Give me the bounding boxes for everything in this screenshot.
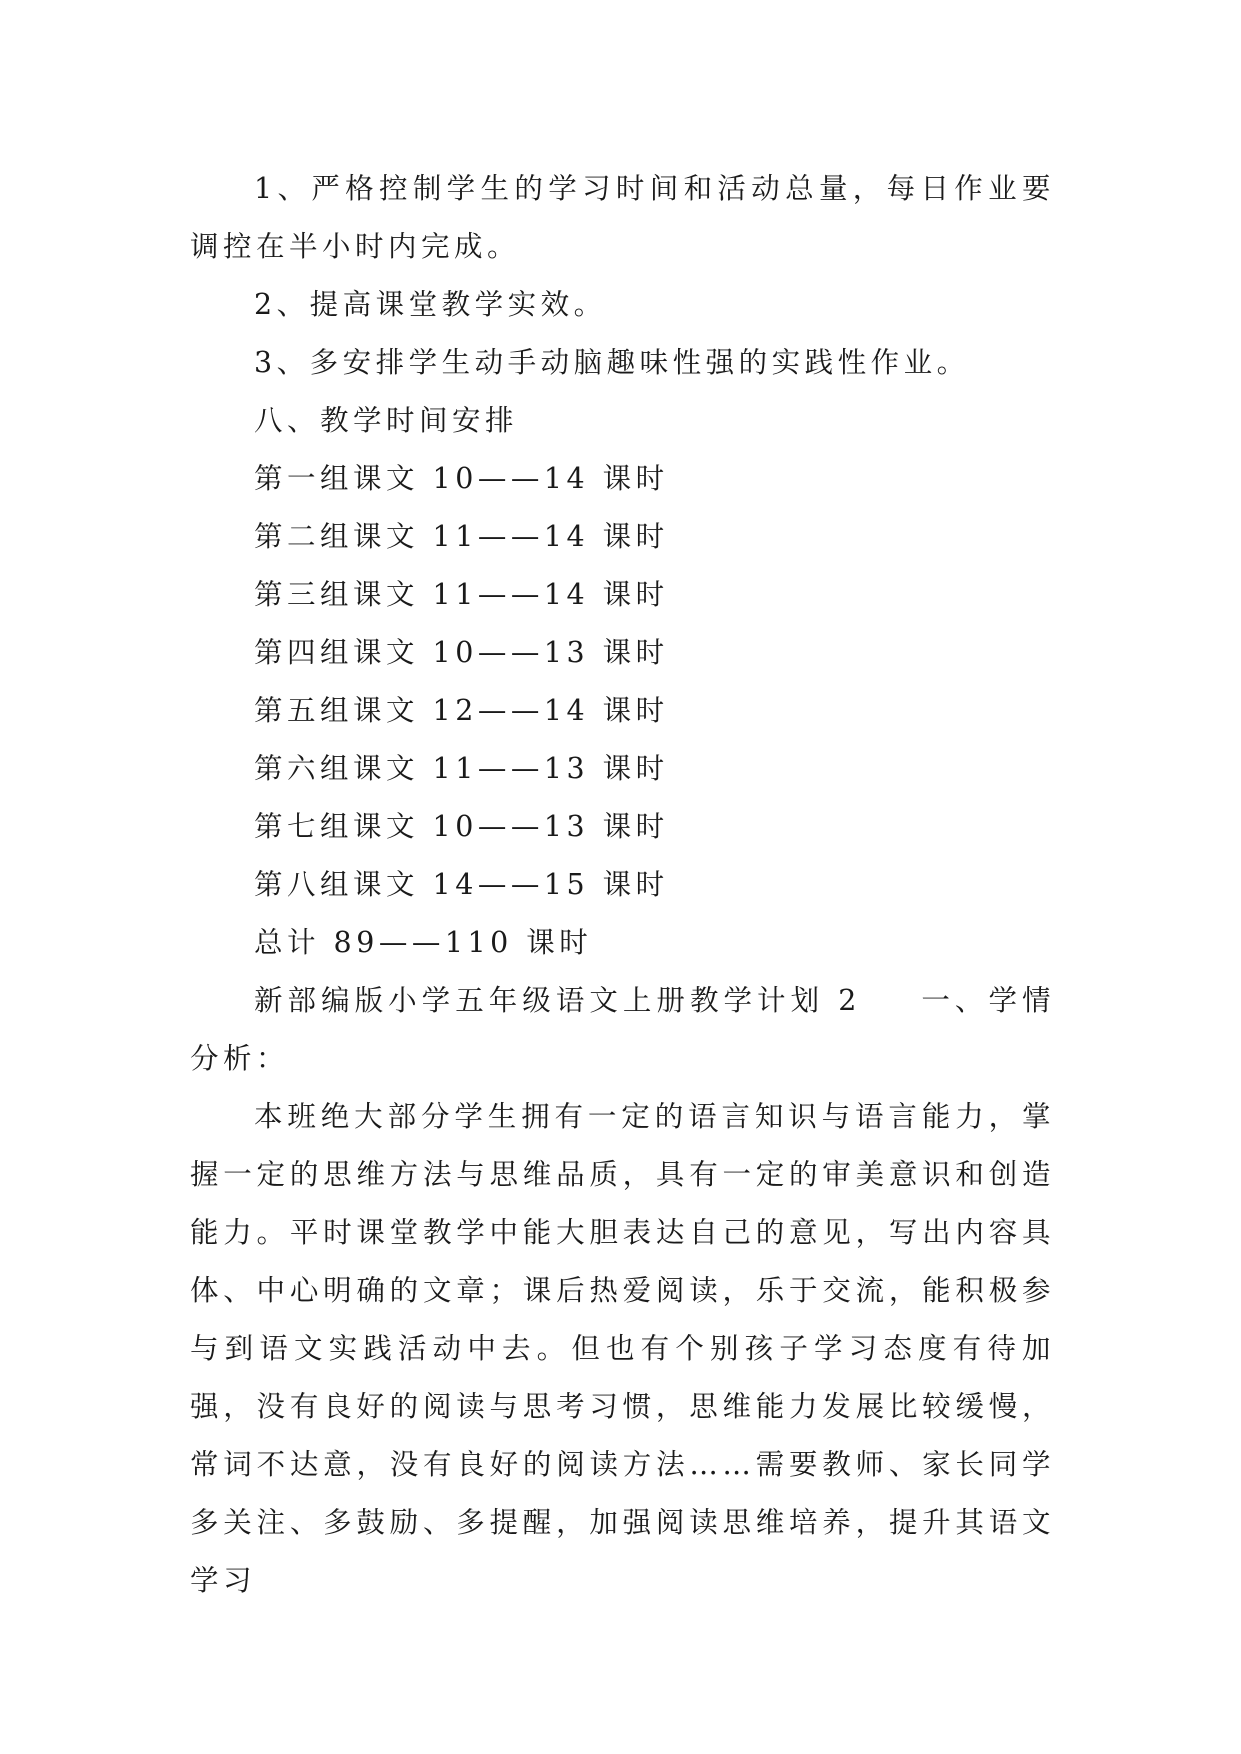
schedule-item: 第五组课文 12——14 课时 [254, 694, 669, 727]
document-body [190, 160, 1055, 1610]
schedule-total: 总计 89——110 课时 [254, 926, 593, 959]
schedule-item: 第七组课文 10——13 课时 [254, 810, 669, 843]
schedule-item: 第一组课文 10——14 课时 [254, 462, 669, 495]
schedule-item: 第八组课文 14——15 课时 [254, 868, 669, 901]
schedule-item: 第三组课文 11——14 课时 [254, 578, 669, 611]
schedule-item: 第四组课文 10——13 课时 [254, 636, 669, 669]
plan2-heading [190, 972, 1055, 1088]
plan2-title: 新部编版小学五年级语文上册教学计划 2 [254, 984, 861, 1017]
schedule-item: 第二组课文 11——14 课时 [254, 520, 669, 553]
section-heading-schedule: 八、教学时间安排 [254, 404, 519, 437]
paragraph-classroom-efficiency: 2、提高课堂教学实效。 [254, 288, 607, 321]
paragraph-homework-control: 1、严格控制学生的学习时间和活动总量，每日作业要调控在半小时内完成。 [190, 172, 1055, 263]
schedule-item: 第六组课文 11——13 课时 [254, 752, 669, 785]
paragraph-class-analysis: 本班绝大部分学生拥有一定的语言知识与语言能力，掌握一定的思维方法与思维品质，具有一定的审美意识和创造能力。平时课堂教学中能大胆表达自己的意见，写出内容具体、中心明确的文章；课后热爱阅读，乐于交流，能积极参与到语文实践活动中去。但也有个别孩子学习态度有待加强，没有良好的阅读与思考习惯，思维能力发展比较缓慢，常词不达意，没有良好的阅读方法……需要教师、家长同学多关注、多鼓励、多提醒，加强阅读思维培养，提升其语文学习 [190, 1100, 1055, 1597]
paragraph-practical-homework: 3、多安排学生动手动脑趣味性强的实践性作业。 [254, 346, 970, 379]
plan2-section-heading: 一、学情分析： [190, 984, 1055, 1075]
